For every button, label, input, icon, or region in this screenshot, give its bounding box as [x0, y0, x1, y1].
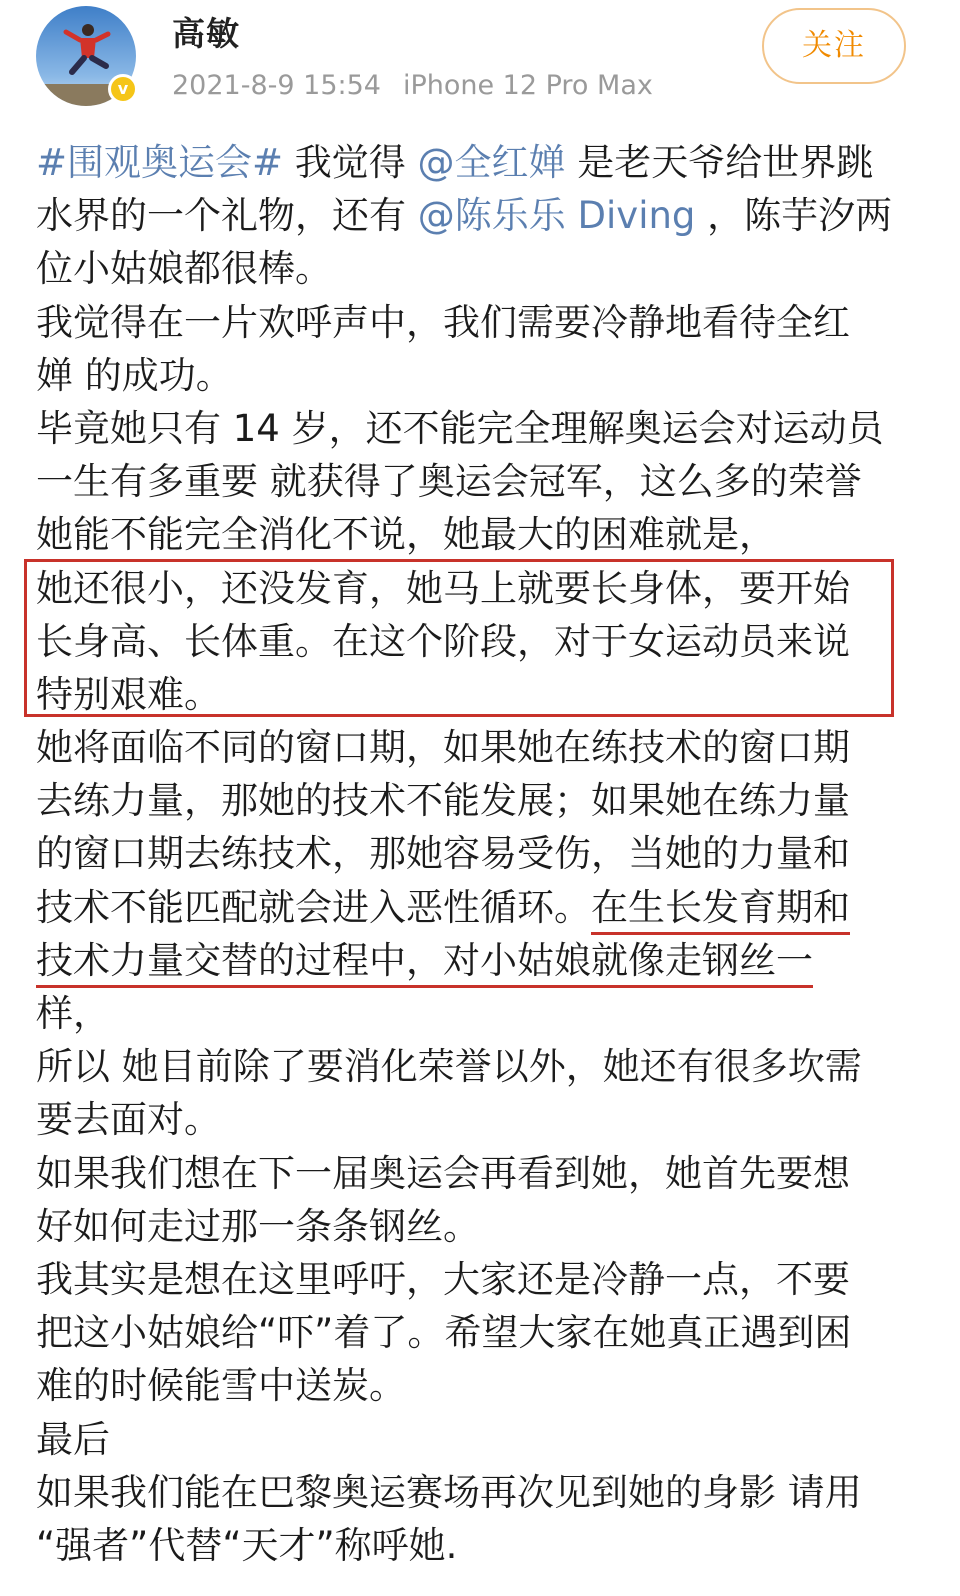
- post-date: 2021-8-9 15:54: [172, 70, 381, 101]
- text-line: 好如何走过那一条条钢丝。: [36, 1204, 480, 1248]
- mention-link[interactable]: @全红婵: [417, 141, 566, 184]
- verified-badge-icon: v: [108, 74, 138, 104]
- text-segment: ，陈芋汐两: [695, 194, 893, 238]
- text-segment: 水界的一个礼物，还有: [36, 194, 418, 238]
- text-line: 样，: [36, 992, 110, 1035]
- text-line: 把这小姑娘给“吓”着了。希望大家在她真正遇到困: [36, 1311, 852, 1355]
- text-line: 去练力量，那她的技术不能发展；如果她在练力量: [36, 779, 850, 823]
- post-meta: [172, 66, 653, 106]
- text-line: 她能不能完全消化不说，她最大的困难就是，: [36, 513, 776, 557]
- text-line: 她将面临不同的窗口期，如果她在练技术的窗口期: [36, 726, 850, 770]
- highlighted-text-line: 她还很小，还没发育，她马上就要长身体，要开始: [36, 566, 850, 610]
- text-line: 我觉得在一片欢呼声中，我们需要冷静地看待全红: [36, 300, 850, 344]
- text-line: [36, 881, 902, 934]
- text-line: “强者”代替“天才”称呼她.: [36, 1523, 458, 1567]
- post-device: iPhone 12 Pro Max: [402, 70, 653, 101]
- text-line: 婵 的成功。: [36, 353, 233, 397]
- text-line: 的窗口期去练技术，那她容易受伤，当她的力量和: [36, 832, 850, 876]
- text-line: 如果我们想在下一届奥运会再看到她，她首先要想: [36, 1151, 850, 1195]
- text-line: [36, 136, 902, 189]
- text-line: 我其实是想在这里呼吁，大家还是冷静一点，不要: [36, 1257, 850, 1301]
- text-line: 一生有多重要 就获得了奥运会冠军，这么多的荣誉: [36, 460, 862, 504]
- text-line: 所以 她目前除了要消化荣誉以外，她还有很多坎需: [36, 1045, 862, 1089]
- text-segment: 我觉得: [283, 141, 418, 184]
- text-line: 要去面对。: [36, 1098, 221, 1142]
- text-segment: 是老天爷给世界跳: [565, 141, 874, 184]
- text-line: [36, 934, 902, 987]
- highlighted-text-line: 特别艰难。: [36, 672, 221, 716]
- author-name[interactable]: 高敏: [172, 14, 240, 53]
- mention-link[interactable]: @陈乐乐 Diving: [417, 194, 696, 238]
- post-header: [0, 0, 960, 130]
- text-line: 如果我们能在巴黎奥运赛场再次见到她的身影 请用: [36, 1470, 862, 1514]
- highlighted-text-line: 长身高、长体重。在这个阶段，对于女运动员来说: [36, 619, 850, 663]
- text-line: 最后: [36, 1417, 110, 1461]
- text-line: 难的时候能雪中送炭。: [36, 1364, 406, 1408]
- text-line: 毕竟她只有 14 岁，还不能完全理解奥运会对运动员: [36, 406, 884, 450]
- text-line: [36, 189, 902, 242]
- post-body: [36, 136, 902, 1572]
- text-segment: 技术不能匹配就会进入恶性循环。: [36, 885, 591, 929]
- hashtag-link[interactable]: #围观奥运会#: [36, 141, 284, 184]
- underlined-text: 技术力量交替的过程中，对小姑娘就像走钢丝一: [36, 939, 813, 988]
- underlined-text: 在生长发育期和: [591, 886, 850, 935]
- text-line: 位小姑娘都很棒。: [36, 247, 332, 291]
- follow-button[interactable]: 关注: [762, 8, 906, 84]
